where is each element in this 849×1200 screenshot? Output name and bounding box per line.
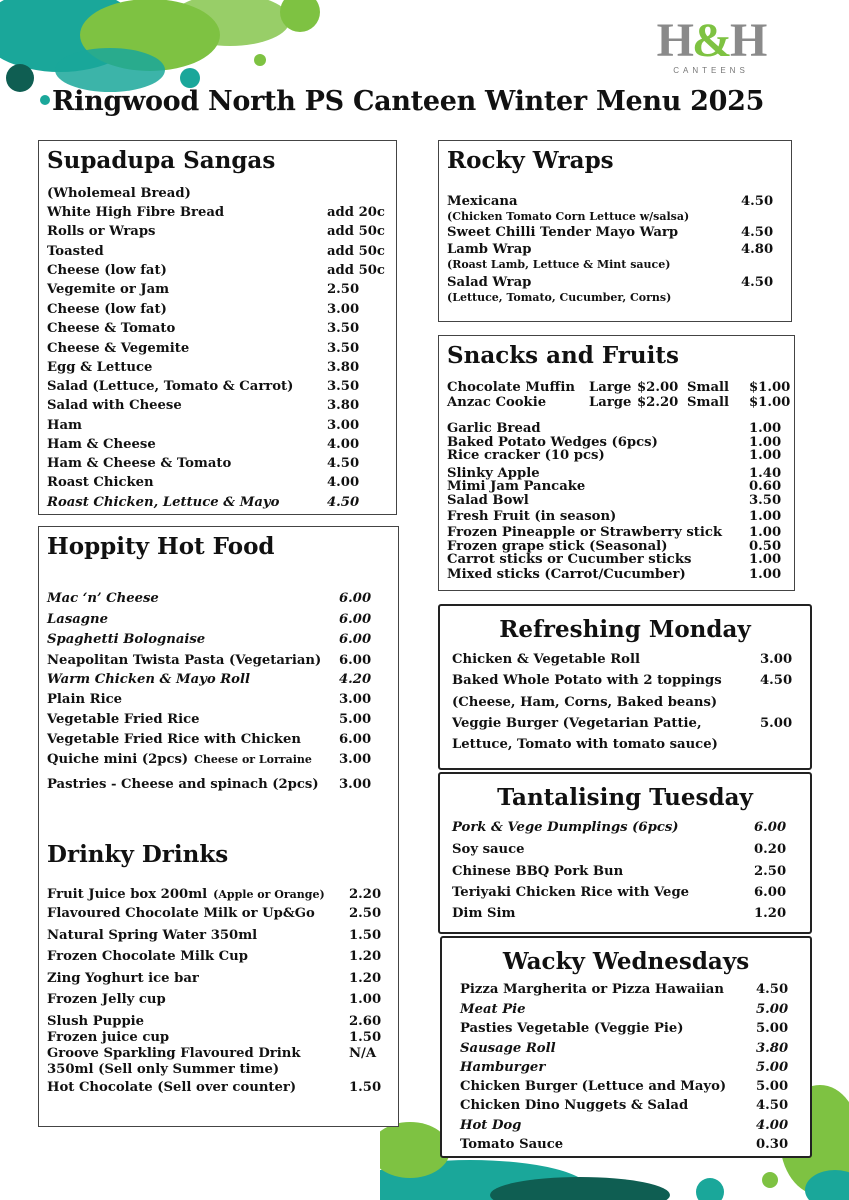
item-price: 6.00 (339, 612, 372, 627)
size-large-price: $2.00 (637, 380, 679, 395)
item-price: 3.80 (327, 398, 360, 413)
item-name: Cheese (low fat) (47, 263, 167, 278)
item-price: 4.50 (741, 275, 774, 290)
item-name: Chicken Burger (Lettuce and Mayo) (460, 1079, 727, 1094)
item-name: Cheese (low fat) (47, 302, 167, 317)
size-large-label: Large (589, 395, 632, 410)
item-price: add 20c (327, 205, 385, 220)
item-name: (Roast Lamb, Lettuce & Mint sauce) (447, 258, 671, 271)
item-name: Frozen Jelly cup (47, 992, 166, 1007)
item-name: Salad Bowl (447, 493, 529, 508)
item-name: Ham (47, 418, 82, 433)
item-name: Sausage Roll (460, 1041, 556, 1056)
item-price: 3.00 (339, 752, 372, 767)
item-name: Frozen Pineapple or Strawberry stick (447, 525, 723, 540)
item-name: (Wholemeal Bread) (47, 186, 191, 201)
item-name: Cheese & Tomato (47, 321, 176, 336)
item-price: $1.00 (749, 380, 791, 395)
section-title-drinks: Drinky Drinks (47, 841, 229, 868)
section-title: Hoppity Hot Food (47, 533, 275, 560)
page-title: Ringwood North PS Canteen Winter Menu 2025 (52, 86, 765, 117)
item-price: 3.80 (756, 1041, 789, 1056)
item-name: Roast Chicken, Lettuce & Mayo (47, 495, 280, 510)
item-price: 2.50 (327, 282, 360, 297)
item-name: Meat Pie (460, 1002, 526, 1017)
item-price: 0.30 (756, 1137, 789, 1152)
item-price: 4.20 (339, 672, 372, 687)
item-price: 5.00 (760, 716, 793, 731)
item-price: 6.00 (339, 653, 372, 668)
item-name: Warm Chicken & Mayo Roll (47, 672, 250, 687)
item-name: Veggie Burger (Vegetarian Pattie, (452, 716, 702, 731)
item-price: add 50c (327, 263, 385, 278)
item-name: (Lettuce, Tomato, Cucumber, Corns) (447, 291, 672, 304)
item-price: 1.50 (349, 928, 382, 943)
item-price: 3.50 (327, 321, 360, 336)
item-name: Roast Chicken (47, 475, 154, 490)
item-name: Chocolate Muffin (447, 380, 575, 395)
item-price: 3.00 (339, 777, 372, 792)
item-price: 1.00 (749, 509, 782, 524)
menu-section-refreshing-monday (438, 604, 812, 770)
menu-section-wacky-wednesdays (440, 936, 812, 1158)
item-name: Egg & Lettuce (47, 360, 153, 375)
item-price: 0.50 (749, 539, 782, 554)
item-price: 3.00 (327, 418, 360, 433)
item-price: 4.50 (741, 225, 774, 240)
menu-section-tantalising-tuesday (438, 772, 812, 934)
size-small-label: Small (687, 380, 730, 395)
menu-section-snacks-and-fruits (438, 335, 795, 591)
item-price: 6.00 (339, 591, 372, 606)
section-title: Rocky Wraps (447, 147, 614, 174)
item-price: 1.00 (749, 435, 782, 450)
item-name: Vegemite or Jam (47, 282, 170, 297)
item-name: Frozen juice cup (47, 1030, 170, 1045)
item-price: 1.00 (749, 525, 782, 540)
logo-mark: H&H (656, 14, 766, 67)
item-name: Pastries - Cheese and spinach (2pcs) (47, 777, 319, 792)
item-name: Frozen Chocolate Milk Cup (47, 949, 248, 964)
item-price: 2.20 (349, 887, 382, 902)
item-name: Mimi Jam Pancake (447, 479, 586, 494)
item-price: 1.20 (349, 949, 382, 964)
item-note: Cheese or Lorraine (194, 753, 312, 766)
menu-section-hoppity-hot-food (38, 526, 399, 1127)
item-price: N/A (349, 1046, 377, 1061)
item-price: 1.40 (749, 466, 782, 481)
item-name: Mac ‘n’ Cheese (47, 591, 159, 606)
item-price: 6.00 (754, 820, 787, 835)
item-name: Garlic Bread (447, 421, 541, 436)
section-title: Tantalising Tuesday (497, 784, 753, 811)
item-name: (Chicken Tomato Corn Lettuce w/salsa) (447, 210, 690, 223)
item-name: Quiche mini (2pcs) Cheese or Lorraine (47, 752, 312, 767)
item-price: 3.00 (339, 692, 372, 707)
item-name: Spaghetti Bolognaise (47, 632, 206, 647)
item-name: Dim Sim (452, 906, 516, 921)
item-name: Toasted (47, 244, 104, 259)
size-large-price: $2.20 (637, 395, 679, 410)
item-price: 5.00 (339, 712, 372, 727)
item-note: (Apple or Orange) (213, 888, 325, 901)
item-name: Fresh Fruit (in season) (447, 509, 617, 524)
item-price: 1.50 (349, 1080, 382, 1095)
item-name: Vegetable Fried Rice with Chicken (47, 732, 302, 747)
item-price: 4.50 (760, 673, 793, 688)
size-small-label: Small (687, 395, 730, 410)
section-title: Wacky Wednesdays (502, 948, 750, 975)
item-name: Hamburger (460, 1060, 546, 1075)
item-name: Lamb Wrap (447, 242, 532, 257)
item-price: 4.50 (327, 495, 360, 510)
item-name: Rice cracker (10 pcs) (447, 448, 605, 463)
item-price: 4.50 (741, 194, 774, 209)
item-name: Cheese & Vegemite (47, 341, 190, 356)
item-name: Chinese BBQ Pork Bun (452, 864, 624, 879)
item-name: Fruit Juice box 200ml (Apple or Orange) (47, 887, 325, 902)
item-price: 6.00 (339, 732, 372, 747)
item-price: 2.60 (349, 1014, 382, 1029)
menu-section-supadupa-sangas (38, 140, 397, 515)
item-name: Hot Chocolate (Sell over counter) (47, 1080, 297, 1095)
item-price: 1.00 (749, 567, 782, 582)
item-name: 350ml (Sell only Summer time) (47, 1062, 280, 1077)
item-name: White High Fibre Bread (47, 205, 225, 220)
item-price: $1.00 (749, 395, 791, 410)
item-name: Lettuce, Tomato with tomato sauce) (452, 737, 718, 752)
item-name: Neapolitan Twista Pasta (Vegetarian) (47, 653, 322, 668)
item-price: 5.00 (756, 1060, 789, 1075)
item-name: Lasagne (47, 612, 108, 627)
item-name: Salad Wrap (447, 275, 532, 290)
item-name: Zing Yoghurt ice bar (47, 971, 199, 986)
item-price: 2.50 (754, 864, 787, 879)
item-name: Sweet Chilli Tender Mayo Warp (447, 225, 679, 240)
item-name: Hot Dog (460, 1118, 522, 1133)
item-price: 3.00 (327, 302, 360, 317)
item-name: Flavoured Chocolate Milk or Up&Go (47, 906, 315, 921)
section-title: Snacks and Fruits (447, 342, 679, 369)
item-price: 1.20 (754, 906, 787, 921)
item-name: Teriyaki Chicken Rice with Vege (452, 885, 690, 900)
item-name: Chicken Dino Nuggets & Salad (460, 1098, 689, 1113)
logo-sub: CANTEENS (673, 66, 749, 75)
item-name: Slinky Apple (447, 466, 540, 481)
item-name: Mixed sticks (Carrot/Cucumber) (447, 567, 686, 582)
item-price: 4.00 (327, 437, 360, 452)
item-price: 2.50 (349, 906, 382, 921)
item-price: 4.50 (756, 1098, 789, 1113)
item-name: Salad with Cheese (47, 398, 182, 413)
item-price: 5.00 (756, 1021, 789, 1036)
item-price: 0.20 (754, 842, 787, 857)
item-name: Ham & Cheese (47, 437, 156, 452)
item-price: 6.00 (339, 632, 372, 647)
item-price: 1.00 (349, 992, 382, 1007)
size-large-label: Large (589, 380, 632, 395)
item-name: Vegetable Fried Rice (47, 712, 200, 727)
item-price: 4.80 (741, 242, 774, 257)
item-price: 4.00 (327, 475, 360, 490)
item-price: add 50c (327, 224, 385, 239)
section-title: Supadupa Sangas (47, 147, 276, 174)
item-price: 3.80 (327, 360, 360, 375)
item-price: 4.00 (756, 1118, 789, 1133)
item-name: Soy sauce (452, 842, 525, 857)
item-name: Baked Whole Potato with 2 toppings (452, 673, 722, 688)
item-price: 3.50 (327, 379, 360, 394)
item-name: Plain Rice (47, 692, 123, 707)
item-name: Ham & Cheese & Tomato (47, 456, 232, 471)
item-name: Pasties Vegetable (Veggie Pie) (460, 1021, 684, 1036)
item-price: 5.00 (756, 1002, 789, 1017)
item-name: Anzac Cookie (447, 395, 547, 410)
item-price: 1.50 (349, 1030, 382, 1045)
item-price: 3.50 (327, 341, 360, 356)
item-name: Pizza Margherita or Pizza Hawaiian (460, 982, 724, 997)
item-price: 3.00 (760, 652, 793, 667)
item-name: Chicken & Vegetable Roll (452, 652, 640, 667)
item-price: 5.00 (756, 1079, 789, 1094)
item-name: Salad (Lettuce, Tomato & Carrot) (47, 379, 294, 394)
item-name: Frozen grape stick (Seasonal) (447, 539, 668, 554)
item-price: 4.50 (756, 982, 789, 997)
item-price: 1.00 (749, 448, 782, 463)
item-name: Baked Potato Wedges (6pcs) (447, 435, 658, 450)
menu-section-rocky-wraps (438, 140, 792, 322)
hh-canteens-logo (646, 14, 776, 75)
item-name: Mexicana (447, 194, 518, 209)
item-name: Groove Sparkling Flavoured Drink (47, 1046, 301, 1061)
item-price: 4.50 (327, 456, 360, 471)
item-name: Rolls or Wraps (47, 224, 156, 239)
item-price: 1.00 (749, 552, 782, 567)
item-price: 1.00 (749, 421, 782, 436)
item-price: 3.50 (749, 493, 782, 508)
item-name: Natural Spring Water 350ml (47, 928, 258, 943)
item-name: Carrot sticks or Cucumber sticks (447, 552, 692, 567)
item-price: 1.20 (349, 971, 382, 986)
item-name: Pork & Vege Dumplings (6pcs) (452, 820, 679, 835)
item-name: Slush Puppie (47, 1014, 145, 1029)
item-price: add 50c (327, 244, 385, 259)
item-name: Tomato Sauce (460, 1137, 564, 1152)
section-title: Refreshing Monday (499, 616, 751, 643)
item-name: (Cheese, Ham, Corns, Baked beans) (452, 695, 718, 710)
item-price: 0.60 (749, 479, 782, 494)
item-price: 6.00 (754, 885, 787, 900)
